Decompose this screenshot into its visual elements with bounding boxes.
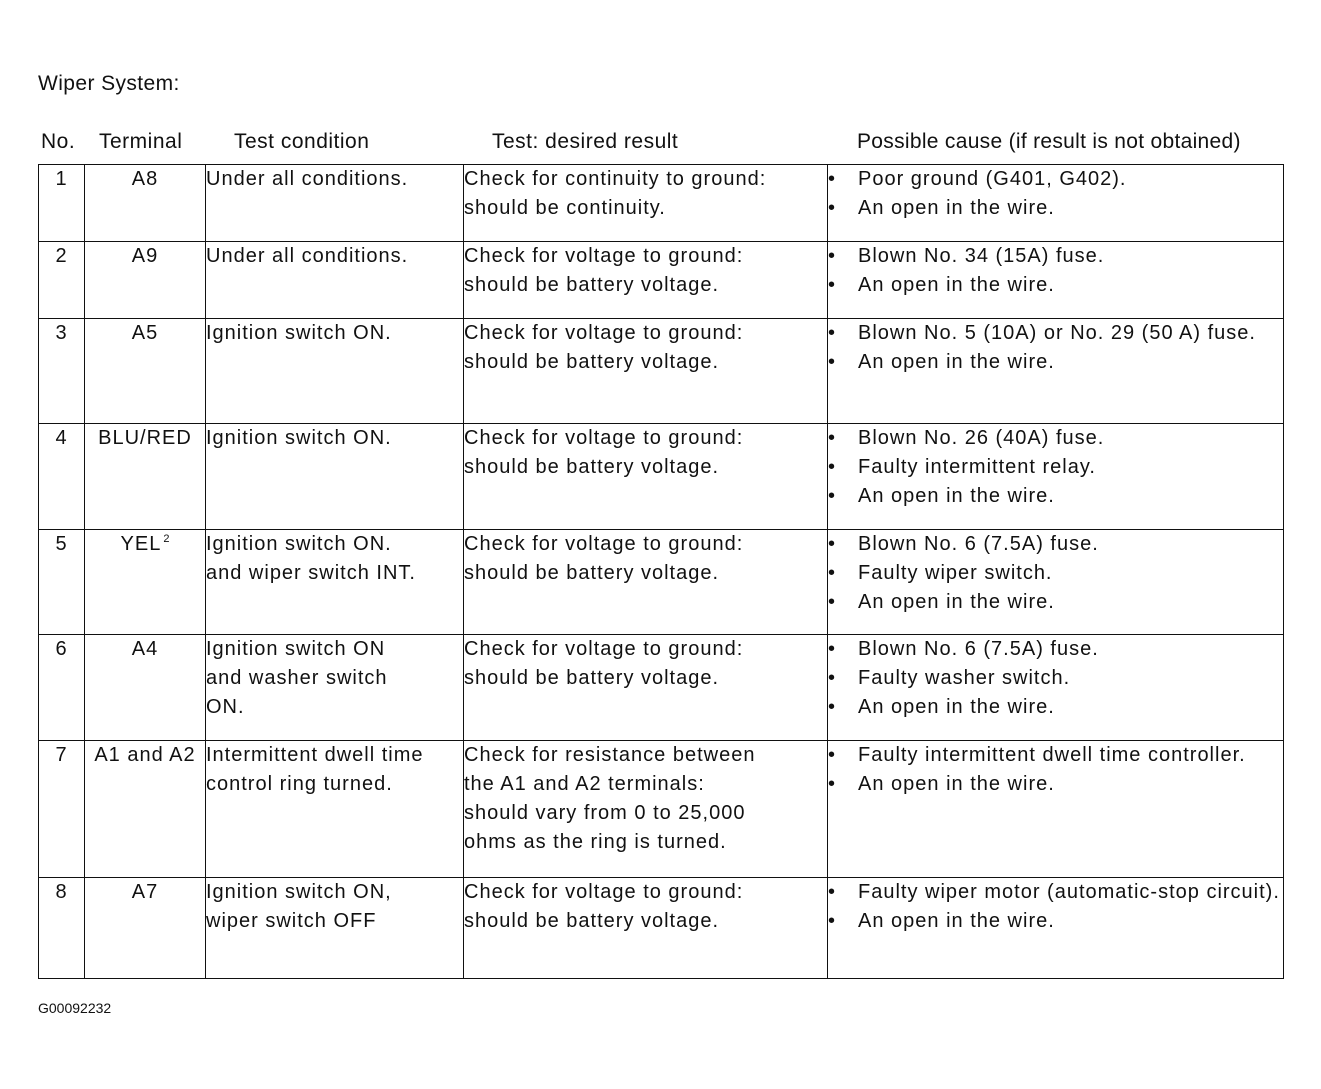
header-desired-result: Test: desired result <box>492 130 679 153</box>
cause-item: • An open in the wire. <box>828 907 1283 936</box>
row-number: 7 <box>39 741 85 878</box>
test-condition-cell <box>206 165 464 242</box>
test-condition-text: Ignition switch ON. <box>206 427 392 449</box>
desired-result-text: Check for voltage to ground: should be battery voltage. <box>464 322 744 373</box>
desired-result-text: Check for resistance between the A1 and A2 terminals: should vary from 0 to 25,000 ohms as the ring is turned. <box>464 744 756 853</box>
cause-list <box>828 242 1283 300</box>
desired-result-cell <box>464 878 828 979</box>
test-condition-cell <box>206 424 464 530</box>
terminal-label: A9 <box>131 245 159 267</box>
terminal-cell <box>85 165 206 242</box>
cause-item: • An open in the wire. <box>828 348 1283 377</box>
test-condition-text: Intermittent dwell time control ring turned. <box>206 744 424 795</box>
terminal-cell <box>85 242 206 319</box>
cause-list <box>828 741 1283 799</box>
possible-cause-cell <box>828 319 1284 424</box>
cause-item: • Blown No. 34 (15A) fuse. <box>828 242 1283 271</box>
terminal-cell <box>85 741 206 878</box>
cause-item: • Blown No. 6 (7.5A) fuse. <box>828 635 1283 664</box>
cause-item: • Poor ground (G401, G402). <box>828 165 1283 194</box>
possible-cause-cell <box>828 741 1284 878</box>
header-terminal: Terminal <box>99 130 183 153</box>
cause-item: • Faulty washer switch. <box>828 664 1283 693</box>
test-condition-text: Ignition switch ON and washer switch ON. <box>206 638 388 718</box>
test-condition-text: Ignition switch ON, wiper switch OFF <box>206 881 392 932</box>
possible-cause-cell <box>828 424 1284 530</box>
test-condition-text: Ignition switch ON. <box>206 322 392 344</box>
wiper-test-table <box>38 164 1284 979</box>
cause-item: • An open in the wire. <box>828 770 1283 799</box>
cause-list <box>828 635 1283 722</box>
cause-list <box>828 319 1283 377</box>
test-condition-text: Ignition switch ON. and wiper switch INT. <box>206 533 416 584</box>
test-condition-cell <box>206 319 464 424</box>
possible-cause-cell <box>828 242 1284 319</box>
table-row <box>39 530 1284 635</box>
table-row <box>39 741 1284 878</box>
table-row <box>39 319 1284 424</box>
cause-item: • Blown No. 26 (40A) fuse. <box>828 424 1283 453</box>
header-possible-cause: Possible cause (if result is not obtained) <box>857 130 1241 153</box>
cause-item: • An open in the wire. <box>828 693 1283 722</box>
desired-result-text: Check for voltage to ground: should be battery voltage. <box>464 638 744 689</box>
table-row <box>39 242 1284 319</box>
cause-item: • An open in the wire. <box>828 588 1283 617</box>
terminal-label: A4 <box>131 638 159 660</box>
header-no: No. <box>41 130 76 153</box>
table-row <box>39 165 1284 242</box>
desired-result-text: Check for voltage to ground: should be battery voltage. <box>464 245 744 296</box>
possible-cause-cell <box>828 878 1284 979</box>
section-title: Wiper System: <box>38 72 180 95</box>
desired-result-text: Check for continuity to ground: should be continuity. <box>464 168 767 219</box>
terminal-label: YEL <box>120 533 162 555</box>
desired-result-cell <box>464 165 828 242</box>
cause-item: • Faulty intermittent relay. <box>828 453 1283 482</box>
row-number: 4 <box>39 424 85 530</box>
test-condition-cell <box>206 242 464 319</box>
test-condition-cell <box>206 741 464 878</box>
possible-cause-cell <box>828 165 1284 242</box>
cause-item: • Blown No. 6 (7.5A) fuse. <box>828 530 1283 559</box>
test-condition-text: Under all conditions. <box>206 168 409 190</box>
desired-result-cell <box>464 741 828 878</box>
desired-result-text: Check for voltage to ground: should be battery voltage. <box>464 427 744 478</box>
test-condition-cell <box>206 878 464 979</box>
terminal-label: A5 <box>131 322 159 344</box>
cause-list <box>828 878 1283 936</box>
row-number: 3 <box>39 319 85 424</box>
possible-cause-cell <box>828 635 1284 741</box>
desired-result-cell <box>464 635 828 741</box>
cause-item: • An open in the wire. <box>828 271 1283 300</box>
cause-list <box>828 424 1283 511</box>
desired-result-cell <box>464 424 828 530</box>
table-row <box>39 635 1284 741</box>
terminal-cell <box>85 424 206 530</box>
row-number: 1 <box>39 165 85 242</box>
cause-item: • Faulty wiper motor (automatic-stop circuit). <box>828 878 1283 907</box>
cause-item: • Blown No. 5 (10A) or No. 29 (50 A) fuse. <box>828 319 1283 348</box>
terminal-cell <box>85 635 206 741</box>
terminal-label: BLU/RED <box>98 427 192 449</box>
desired-result-text: Check for voltage to ground: should be battery voltage. <box>464 533 744 584</box>
test-condition-cell <box>206 635 464 741</box>
terminal-label: A7 <box>131 881 159 903</box>
cause-item: • An open in the wire. <box>828 482 1283 511</box>
desired-result-cell <box>464 242 828 319</box>
terminal-cell <box>85 319 206 424</box>
test-condition-text: Under all conditions. <box>206 245 409 267</box>
cause-list <box>828 530 1283 617</box>
row-number: 2 <box>39 242 85 319</box>
test-condition-cell <box>206 530 464 635</box>
cause-item: • Faulty wiper switch. <box>828 559 1283 588</box>
terminal-cell <box>85 530 206 635</box>
cause-item: • An open in the wire. <box>828 194 1283 223</box>
terminal-label: A8 <box>131 168 159 190</box>
row-number: 8 <box>39 878 85 979</box>
desired-result-text: Check for voltage to ground: should be battery voltage. <box>464 881 744 932</box>
table-row <box>39 878 1284 979</box>
cause-item: • Faulty intermittent dwell time controller. <box>828 741 1283 770</box>
desired-result-cell <box>464 530 828 635</box>
terminal-cell <box>85 878 206 979</box>
terminal-footnote: 2 <box>163 533 170 546</box>
cause-list <box>828 165 1283 223</box>
row-number: 6 <box>39 635 85 741</box>
table-row <box>39 424 1284 530</box>
row-number: 5 <box>39 530 85 635</box>
terminal-label: A1 and A2 <box>94 744 196 766</box>
header-test-condition: Test condition <box>234 130 370 153</box>
figure-id: G00092232 <box>38 1000 112 1016</box>
desired-result-cell <box>464 319 828 424</box>
possible-cause-cell <box>828 530 1284 635</box>
